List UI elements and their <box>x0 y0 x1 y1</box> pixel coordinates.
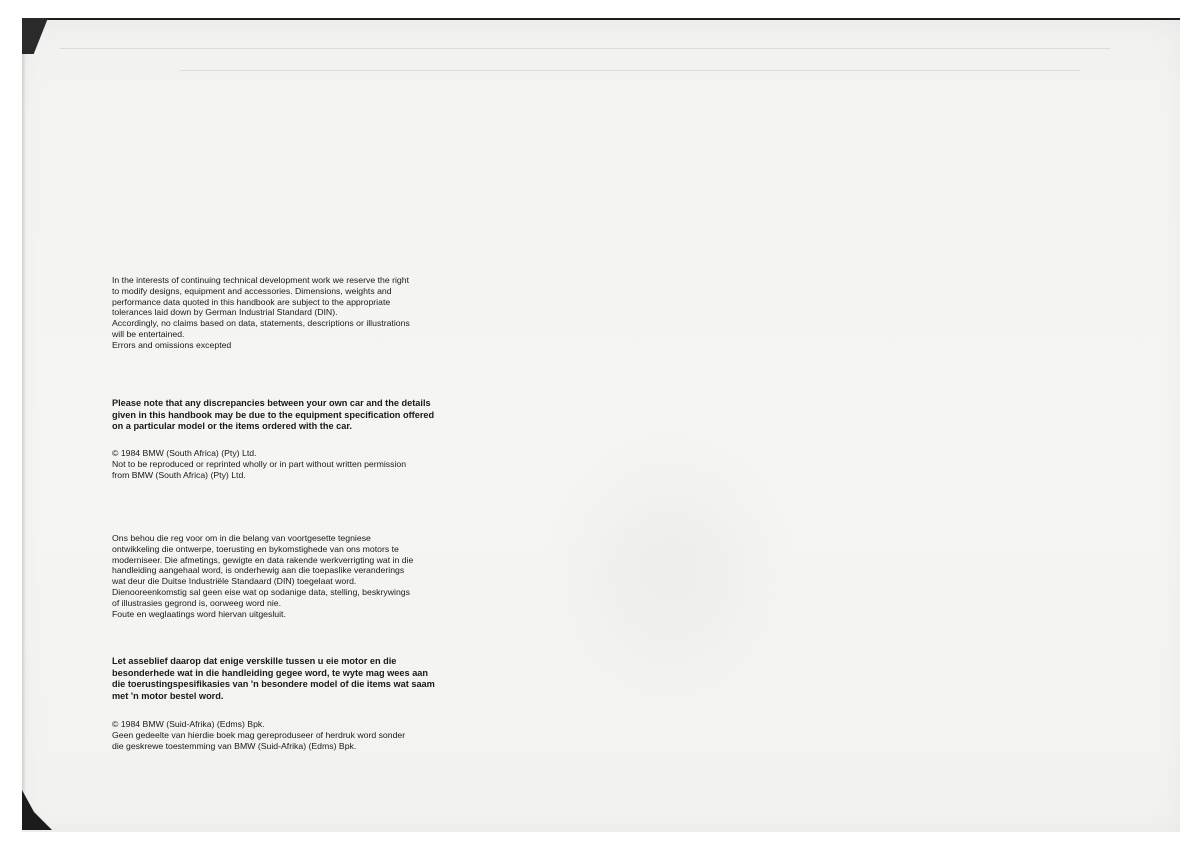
afrikaans-copyright-block <box>112 719 552 751</box>
afrikaans-note-block <box>112 656 552 702</box>
afrikaans-copyright: © 1984 BMW (Suid-Afrika) (Edms) Bpk. <box>112 719 265 729</box>
afrikaans-note: Let asseblief daarop dat enige verskille tussen u eie motor en die besonderhede wat in die handleiding gegee word, te wyte mag wees aan die toerustingspesifikasies van 'n besondere model of die items wat saam met 'n motor bestel word. <box>112 656 435 701</box>
english-copyright: © 1984 BMW (South Africa) (Pty) Ltd. <box>112 448 257 458</box>
show-through-line <box>180 70 1080 71</box>
english-disclaimer: In the interests of continuing technical development work we reserve the right to modify designs, equipment and accessories. Dimensions, weights and performance data quoted in this handbook are subject to the appropriate tolerances laid down by German Industrial Standard (DIN). Accordingly, no claims based on data, statements, descriptions or illustrations will be entertained. Errors and omissions excepted <box>112 275 410 350</box>
afrikaans-disclaimer-block <box>112 533 552 619</box>
show-through-shadow <box>540 425 800 705</box>
afrikaans-disclaimer: Ons behou die reg voor om in die belang van voortgesette tegniese ontwikkeling die ontwerpe, toerusting en bykomstighede van ons motors te moderniseer. Die afmetings, gewigte en data rakende werkverrigting wat in die handleiding aangehaal word, is onderhewig aan die toepaslike veranderings wat deur die Duitse Industriële Standaard (DIN) toegelaat word. Dienooreenkomstig sal geen eise wat op sodanige data, stelling, beskrywings of illustrasies gegrond is, oorweeg word nie. Foute en weglaatings word hiervan uitgesluit. <box>112 533 414 619</box>
afrikaans-permission: Geen gedeelte van hierdie boek mag gereproduseer of herdruk word sonder die geskrewe toestemming van BMW (Suid-Afrika) (Edms) Bpk. <box>112 729 406 751</box>
english-note: Please note that any discrepancies between your own car and the details given in this handbook may be due to the equipment specification offered on a particular model or the items ordered with the car. <box>112 398 435 432</box>
english-note-block <box>112 398 552 433</box>
binding-edge <box>22 40 26 800</box>
english-copyright-block <box>112 448 552 480</box>
show-through-line <box>60 48 1110 49</box>
english-permission: Not to be reproduced or reprinted wholly or in part without written permission from BMW (South Africa) (Pty) Ltd. <box>112 458 407 480</box>
english-disclaimer-block <box>112 275 552 351</box>
